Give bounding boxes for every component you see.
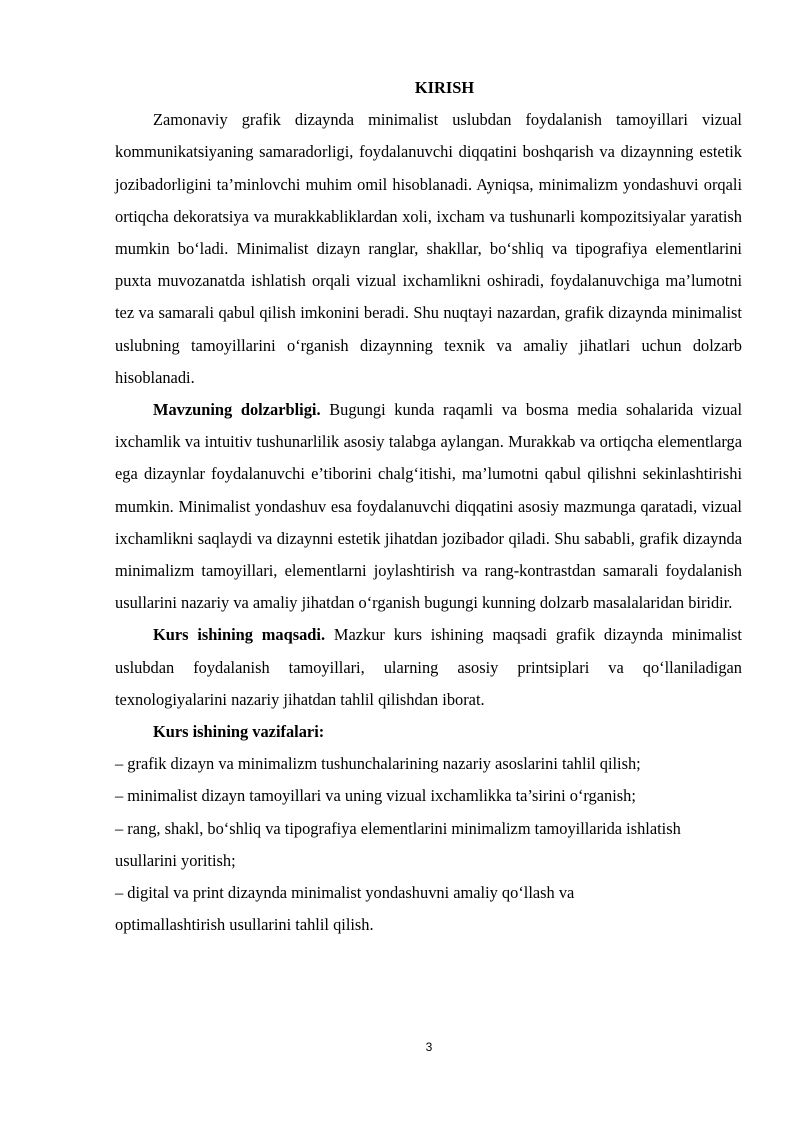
relevance-label: Mavzuning dolzarbligi. xyxy=(153,400,321,420)
task-item: – minimalist dizayn tamoyillari va uning vizual ixchamlikka ta’sirini o‘rganish; xyxy=(115,786,636,806)
tasks-heading: Kurs ishining vazifalari: xyxy=(153,722,325,742)
page-number: 3 xyxy=(425,1040,433,1054)
relevance-paragraph xyxy=(115,394,742,619)
task-item: – grafik dizayn va minimalizm tushunchalarining nazariy asoslarini tahlil qilish; xyxy=(115,754,641,774)
section-heading: KIRISH xyxy=(414,78,475,97)
goal-paragraph xyxy=(115,619,742,716)
tasks-list xyxy=(115,748,742,941)
intro-paragraph: Zamonaviy grafik dizaynda minimalist uslubdan foydalanish tamoyillari vizual kommunikatsiyaning samaradorligi, foydalanuvchi diqqatini boshqarish va dizaynning estetik jozibadorligini ta’minlovchi muhim omil hisoblanadi. Ayniqsa, minimalizm yondashuvi orqali ortiqcha dekoratsiya va murakkabliklardan xoli, ixcham va tushunarli kompozitsiyalar yaratish mumkin bo‘ladi. Minimalist dizayn ranglar, shakllar, bo‘shliq va tipografiya elementlarini puxta muvozanatda ishlatish orqali vizual ixchamlikni oshiradi, foydalanuvchiga ma’lumotni tez va samarali qabul qilish imkonini beradi. Shu nuqtayi nazardan, grafik dizaynda minimalist uslubning tamoyillarini o‘rganish dizaynning texnik va amaliy jihatlari uchun dolzarb hisoblanadi. xyxy=(115,110,742,387)
goal-text: Mazkur kurs ishining maqsadi grafik dizaynda minimalist uslubdan foydalanish tamoyillari, ularning asosiy printsiplari va qo‘llaniladigan texnologiyalarini nazariy jihatdan tahlil qilishdan iborat. xyxy=(115,625,742,709)
task-item: – rang, shakl, bo‘shliq va tipografiya elementlarini minimalizm tamoyillarida ishlatish usullarini yoritish; xyxy=(115,818,681,870)
relevance-text: Bugungi kunda raqamli va bosma media sohalarida vizual ixchamlik va intuitiv tushunarlilik asosiy talabga aylangan. Murakkab va ortiqcha elementlarga ega dizaynlar foydalanuvchi e’tiborini chalg‘itishi, ma’lumotni qabul qilishni sekinlashtirishi mumkin. Minimalist yondashuv esa foydalanuvchi diqqatini asosiy mazmunga qaratadi, vizual ixchamlikni saqlaydi va dizaynni estetik jihatdan jozibador qiladi. Shu sababli, grafik dizaynda minimalizm tamoyillari, elementlarni joylashtirish va rang-kontrastdan samarali foydalanish usullarini nazariy va amaliy jihatdan o‘rganish bugungi kunning dolzarb masalalaridan biridir. xyxy=(115,400,742,613)
task-item: – digital va print dizaynda minimalist yondashuvni amaliy qo‘llash va optimallashtirish usullarini tahlil qilish. xyxy=(115,883,575,935)
document-page xyxy=(115,72,742,941)
goal-label: Kurs ishining maqsadi. xyxy=(153,625,326,645)
